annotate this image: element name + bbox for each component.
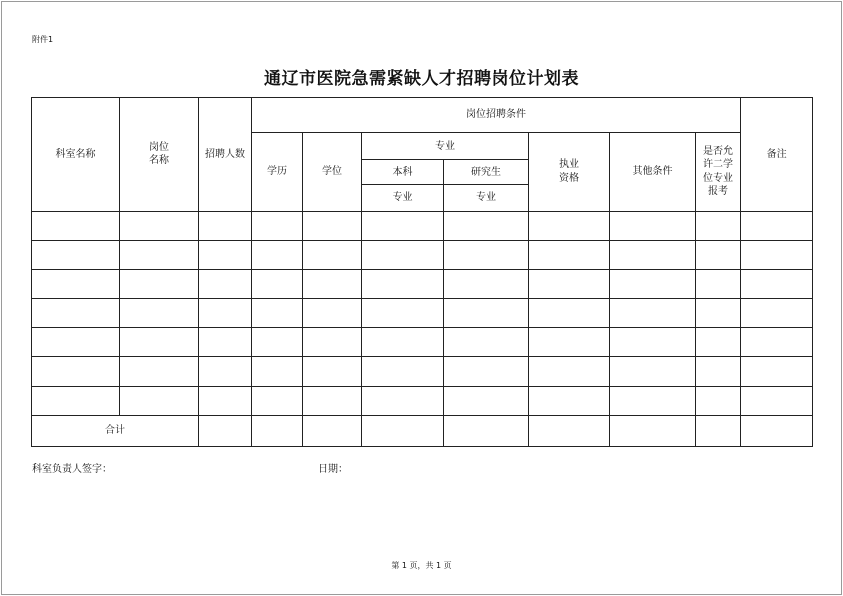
header-other-conditions: 其他条件: [610, 133, 696, 211]
header-allow-second-degree-text: 是否允许二学位专业报考: [703, 145, 734, 198]
header-department-name: 科室名称: [32, 98, 120, 212]
header-position-name: [120, 98, 199, 212]
header-license-text: 执业资格: [559, 159, 579, 184]
header-degree: 学位: [303, 133, 362, 211]
table-row: [32, 211, 813, 240]
header-remarks: 备注: [741, 98, 813, 212]
page-number: 第 1 页，共 1 页: [391, 561, 452, 570]
document-title: 通辽市医院急需紧缺人才招聘岗位计划表: [264, 69, 579, 89]
header-graduate: 研究生: [444, 160, 529, 185]
header-education: 学历: [252, 133, 303, 211]
header-undergraduate: 本科: [362, 160, 444, 185]
table-row: [32, 357, 813, 386]
table-row: [32, 240, 813, 269]
header-recruit-count: 招聘人数: [199, 98, 252, 212]
attachment-label: 附件1: [32, 35, 54, 44]
header-conditions-group: 岗位招聘条件: [252, 98, 741, 133]
header-major-group: 专业: [362, 133, 529, 160]
table-row: [32, 386, 813, 415]
header-major-graduate: 专业: [444, 185, 529, 211]
header-major-undergrad: 专业: [362, 185, 444, 211]
table-row: [32, 299, 813, 328]
header-license: [529, 133, 610, 211]
total-label: 合计: [32, 415, 199, 446]
table-row: [32, 328, 813, 357]
header-position-name-text: 岗位名称: [149, 141, 169, 167]
header-row-1: [32, 98, 813, 133]
table-row: [32, 269, 813, 298]
total-row: [32, 415, 813, 446]
recruitment-plan-table: [31, 97, 813, 447]
signature-label: 科室负责人签字：: [32, 464, 112, 475]
date-label: 日期：: [318, 464, 348, 475]
header-allow-second-degree: [696, 133, 741, 211]
